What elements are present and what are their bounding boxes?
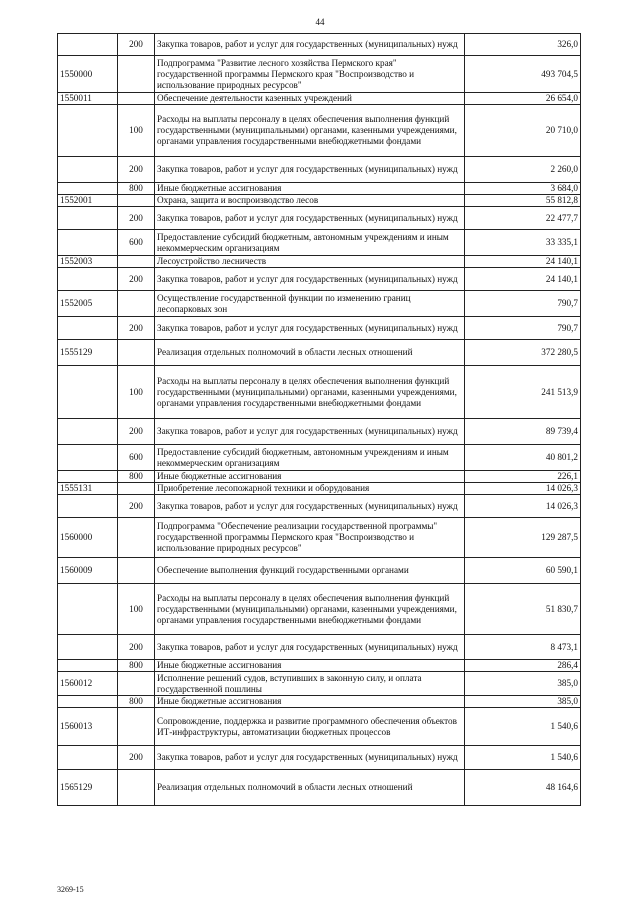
table-row <box>58 230 581 256</box>
table-row <box>58 157 581 183</box>
row-description: Иные бюджетные ассигнования <box>155 471 465 483</box>
row-code: 1560013 <box>58 708 118 746</box>
row-code: 1552003 <box>58 256 118 268</box>
row-code <box>58 635 118 660</box>
expense-type-code: 800 <box>118 660 155 672</box>
row-amount: 48 164,6 <box>465 770 581 806</box>
row-description: Подпрограмма "Развитие лесного хозяйства Пермского края" государственной программы Пермского края "Воспроизводство и использование природных ресурсов" <box>155 56 465 93</box>
table-row <box>58 366 581 419</box>
expense-type-code <box>118 483 155 495</box>
table-row <box>58 660 581 672</box>
row-code <box>58 207 118 230</box>
row-amount: 790,7 <box>465 317 581 340</box>
expense-type-code: 100 <box>118 366 155 419</box>
row-amount: 326,0 <box>465 34 581 56</box>
row-amount: 55 812,8 <box>465 195 581 207</box>
row-amount: 89 739,4 <box>465 419 581 445</box>
table-row <box>58 34 581 56</box>
row-code: 1555131 <box>58 483 118 495</box>
row-amount: 2 260,0 <box>465 157 581 183</box>
row-amount: 385,0 <box>465 696 581 708</box>
row-code: 1550011 <box>58 93 118 105</box>
row-code <box>58 268 118 291</box>
row-description: Закупка товаров, работ и услуг для государственных (муниципальных) нужд <box>155 317 465 340</box>
row-description: Осуществление государственной функции по изменению границ лесопарковых зон <box>155 291 465 317</box>
row-code <box>58 471 118 483</box>
row-code: 1560012 <box>58 672 118 696</box>
row-amount: 129 287,5 <box>465 518 581 558</box>
row-code <box>58 105 118 157</box>
row-description: Расходы на выплаты персоналу в целях обеспечения выполнения функций государственными (муниципальными) органами, казенными учреждениями, органами управления государственными внебюджетными фондами <box>155 366 465 419</box>
row-description: Расходы на выплаты персоналу в целях обеспечения выполнения функций государственными (муниципальными) органами, казенными учреждениями, органами управления государственными внебюджетными фондами <box>155 584 465 635</box>
table-row <box>58 105 581 157</box>
row-amount: 1 540,6 <box>465 746 581 770</box>
row-description: Закупка товаров, работ и услуг для государственных (муниципальных) нужд <box>155 635 465 660</box>
table-row <box>58 584 581 635</box>
row-description: Исполнение решений судов, вступивших в законную силу, и оплата государственной пошлины <box>155 672 465 696</box>
row-description: Обеспечение выполнения функций государственными органами <box>155 558 465 584</box>
table-row <box>58 518 581 558</box>
row-amount: 241 513,9 <box>465 366 581 419</box>
table-row <box>58 770 581 806</box>
expense-type-code: 100 <box>118 105 155 157</box>
row-amount: 24 140,1 <box>465 256 581 268</box>
expense-type-code: 200 <box>118 207 155 230</box>
row-description: Реализация отдельных полномочий в области лесных отношений <box>155 770 465 806</box>
row-code <box>58 746 118 770</box>
expense-type-code <box>118 256 155 268</box>
row-amount: 60 590,1 <box>465 558 581 584</box>
table-row <box>58 183 581 195</box>
row-code: 1552001 <box>58 195 118 207</box>
row-amount: 14 026,3 <box>465 483 581 495</box>
table-row <box>58 558 581 584</box>
row-amount: 33 335,1 <box>465 230 581 256</box>
expense-type-code: 600 <box>118 445 155 471</box>
expense-type-code: 800 <box>118 183 155 195</box>
row-amount: 493 704,5 <box>465 56 581 93</box>
table-row <box>58 471 581 483</box>
row-description: Приобретение лесопожарной техники и оборудования <box>155 483 465 495</box>
table-row <box>58 445 581 471</box>
row-description: Предоставление субсидий бюджетным, автономным учреждениям и иным некоммерческим организациям <box>155 230 465 256</box>
row-description: Иные бюджетные ассигнования <box>155 660 465 672</box>
row-code <box>58 317 118 340</box>
row-code <box>58 230 118 256</box>
budget-table <box>57 33 581 806</box>
row-description: Закупка товаров, работ и услуг для государственных (муниципальных) нужд <box>155 419 465 445</box>
table-row <box>58 419 581 445</box>
row-description: Закупка товаров, работ и услуг для государственных (муниципальных) нужд <box>155 207 465 230</box>
table-row <box>58 746 581 770</box>
row-code: 1560000 <box>58 518 118 558</box>
table-row <box>58 495 581 518</box>
row-amount: 1 540,6 <box>465 708 581 746</box>
table-row <box>58 268 581 291</box>
expense-type-code <box>118 340 155 366</box>
row-description: Закупка товаров, работ и услуг для государственных (муниципальных) нужд <box>155 495 465 518</box>
expense-type-code <box>118 558 155 584</box>
expense-type-code: 100 <box>118 584 155 635</box>
table-row <box>58 207 581 230</box>
expense-type-code: 200 <box>118 746 155 770</box>
page-number: 44 <box>315 17 325 27</box>
row-amount: 8 473,1 <box>465 635 581 660</box>
table-row <box>58 291 581 317</box>
document-code: 3269-15 <box>57 885 84 894</box>
row-description: Расходы на выплаты персоналу в целях обеспечения выполнения функций государственными (муниципальными) органами, казенными учреждениями, органами управления государственными внебюджетными фондами <box>155 105 465 157</box>
row-code <box>58 495 118 518</box>
row-amount: 26 654,0 <box>465 93 581 105</box>
row-description: Закупка товаров, работ и услуг для государственных (муниципальных) нужд <box>155 268 465 291</box>
table-row <box>58 56 581 93</box>
row-description: Закупка товаров, работ и услуг для государственных (муниципальных) нужд <box>155 746 465 770</box>
row-code: 1550000 <box>58 56 118 93</box>
expense-type-code: 600 <box>118 230 155 256</box>
row-amount: 3 684,0 <box>465 183 581 195</box>
expense-type-code <box>118 195 155 207</box>
row-amount: 14 026,3 <box>465 495 581 518</box>
expense-type-code: 200 <box>118 34 155 56</box>
row-code: 1560009 <box>58 558 118 584</box>
expense-type-code <box>118 291 155 317</box>
row-amount: 24 140,1 <box>465 268 581 291</box>
row-description: Подпрограмма "Обеспечение реализации государственной программы" государственной программы Пермского края "Воспроизводство и использование природных ресурсов" <box>155 518 465 558</box>
expense-type-code <box>118 518 155 558</box>
expense-type-code <box>118 708 155 746</box>
row-amount: 22 477,7 <box>465 207 581 230</box>
expense-type-code: 200 <box>118 419 155 445</box>
table-row <box>58 696 581 708</box>
row-description: Иные бюджетные ассигнования <box>155 183 465 195</box>
table-row <box>58 672 581 696</box>
row-description: Охрана, защита и воспроизводство лесов <box>155 195 465 207</box>
table-row <box>58 256 581 268</box>
expense-type-code: 200 <box>118 317 155 340</box>
row-code <box>58 366 118 419</box>
row-description: Реализация отдельных полномочий в области лесных отношений <box>155 340 465 366</box>
row-description: Закупка товаров, работ и услуг для государственных (муниципальных) нужд <box>155 157 465 183</box>
row-description: Обеспечение деятельности казенных учреждений <box>155 93 465 105</box>
row-code: 1565129 <box>58 770 118 806</box>
row-amount: 372 280,5 <box>465 340 581 366</box>
row-code <box>58 696 118 708</box>
expense-type-code: 800 <box>118 696 155 708</box>
expense-type-code: 200 <box>118 268 155 291</box>
row-description: Сопровождение, поддержка и развитие программного обеспечения объектов ИТ-инфраструктуры, автоматизации бюджетных процессов <box>155 708 465 746</box>
table-row <box>58 93 581 105</box>
expense-type-code <box>118 56 155 93</box>
expense-type-code <box>118 672 155 696</box>
row-code <box>58 445 118 471</box>
row-code <box>58 419 118 445</box>
expense-type-code <box>118 93 155 105</box>
row-amount: 20 710,0 <box>465 105 581 157</box>
table-row <box>58 195 581 207</box>
row-amount: 40 801,2 <box>465 445 581 471</box>
row-code: 1552005 <box>58 291 118 317</box>
expense-type-code: 800 <box>118 471 155 483</box>
expense-type-code: 200 <box>118 495 155 518</box>
expense-type-code: 200 <box>118 157 155 183</box>
row-code <box>58 157 118 183</box>
row-amount: 51 830,7 <box>465 584 581 635</box>
row-description: Иные бюджетные ассигнования <box>155 696 465 708</box>
row-amount: 286,4 <box>465 660 581 672</box>
table-row <box>58 317 581 340</box>
table-row <box>58 635 581 660</box>
row-code: 1555129 <box>58 340 118 366</box>
row-code <box>58 584 118 635</box>
table-row <box>58 340 581 366</box>
row-description: Закупка товаров, работ и услуг для государственных (муниципальных) нужд <box>155 34 465 56</box>
row-description: Предоставление субсидий бюджетным, автономным учреждениям и иным некоммерческим организациям <box>155 445 465 471</box>
row-amount: 385,0 <box>465 672 581 696</box>
row-amount: 790,7 <box>465 291 581 317</box>
row-code <box>58 660 118 672</box>
expense-type-code <box>118 770 155 806</box>
table-row <box>58 708 581 746</box>
row-code <box>58 34 118 56</box>
table-row <box>58 483 581 495</box>
row-description: Лесоустройство лесничеств <box>155 256 465 268</box>
expense-type-code: 200 <box>118 635 155 660</box>
row-amount: 226,1 <box>465 471 581 483</box>
row-code <box>58 183 118 195</box>
